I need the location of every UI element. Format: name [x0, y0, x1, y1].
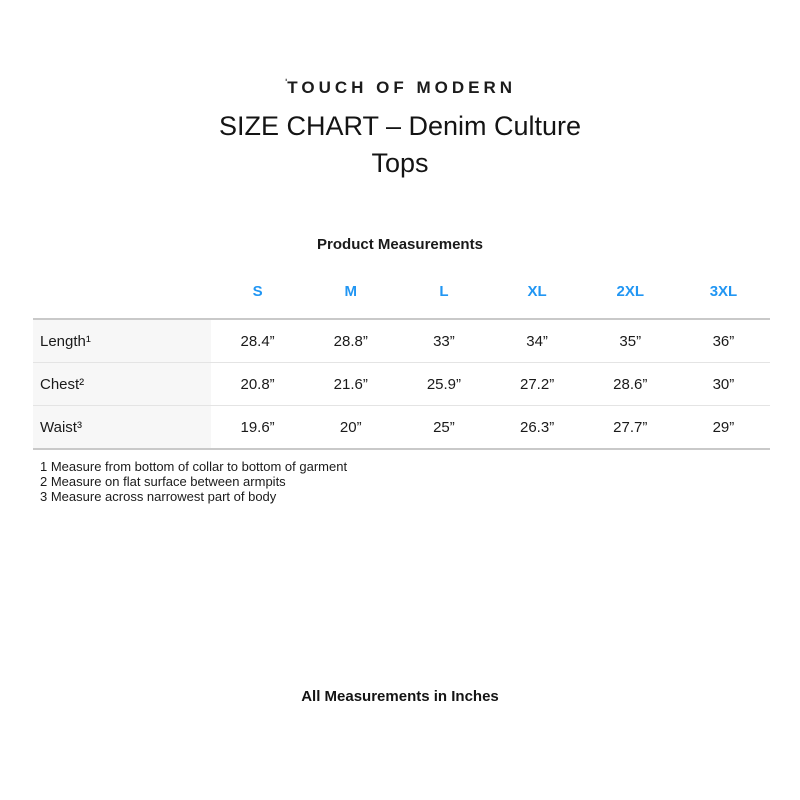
waist-value-2xl: 27.7”: [613, 418, 648, 436]
table-row-waist: [33, 405, 770, 448]
column-header-m: M: [344, 283, 357, 300]
table-row-length: [33, 320, 770, 362]
chest-value-2xl: 28.6”: [613, 375, 648, 393]
column-header-l: L: [439, 283, 449, 300]
measurement-unit-note: All Measurements in Inches: [301, 688, 499, 705]
size-table-header-row: [33, 283, 770, 318]
waist-value-m: 20”: [339, 418, 362, 436]
table-caption: Product Measurements: [317, 236, 483, 253]
size-table-body: [33, 318, 770, 450]
length-value-2xl: 35”: [619, 332, 642, 350]
length-value-l: 33”: [433, 332, 455, 350]
footnote-1: 1 Measure from bottom of collar to bottom of garment: [40, 459, 348, 474]
size-table: [33, 283, 770, 450]
page-title-line-1: SIZE CHART – Denim Culture: [218, 111, 582, 141]
length-value-m: 28.8”: [333, 332, 368, 350]
footnote-2: 2 Measure on flat surface between armpits: [40, 474, 286, 489]
waist-value-l: 25”: [433, 418, 455, 436]
chest-value-xl: 27.2”: [520, 375, 555, 393]
header-label-spacer: [33, 283, 211, 318]
column-header-xl: XL: [527, 283, 547, 300]
chest-value-l: 25.9”: [426, 375, 462, 393]
chest-value-s: 20.8”: [240, 375, 275, 393]
waist-value-3xl: 29”: [712, 418, 735, 436]
brand-logo: [0, 76, 800, 98]
footnotes: [40, 459, 347, 504]
waist-value-s: 19.6”: [240, 418, 275, 436]
length-value-xl: 34”: [526, 332, 548, 350]
column-header-3xl: 3XL: [709, 283, 738, 300]
row-label-length: Length¹: [33, 320, 211, 362]
chest-value-m: 21.6”: [333, 375, 368, 393]
row-label-chest: Chest²: [33, 363, 211, 405]
logo-tick-mark: ˈ: [283, 76, 289, 91]
page-title: [0, 108, 800, 182]
table-row-chest: [33, 362, 770, 405]
chest-value-3xl: 30”: [712, 375, 735, 393]
brand-logo-text: TOUCH OF MODERN: [287, 78, 517, 97]
column-header-2xl: 2XL: [616, 283, 645, 300]
row-label-waist: Waist³: [33, 406, 211, 448]
length-value-3xl: 36”: [712, 332, 735, 350]
page-title-line-2: Tops: [371, 148, 429, 178]
waist-value-xl: 26.3”: [520, 418, 555, 436]
length-value-s: 28.4”: [240, 332, 275, 350]
column-header-s: S: [252, 283, 263, 300]
footnote-3: 3 Measure across narrowest part of body: [40, 489, 277, 504]
